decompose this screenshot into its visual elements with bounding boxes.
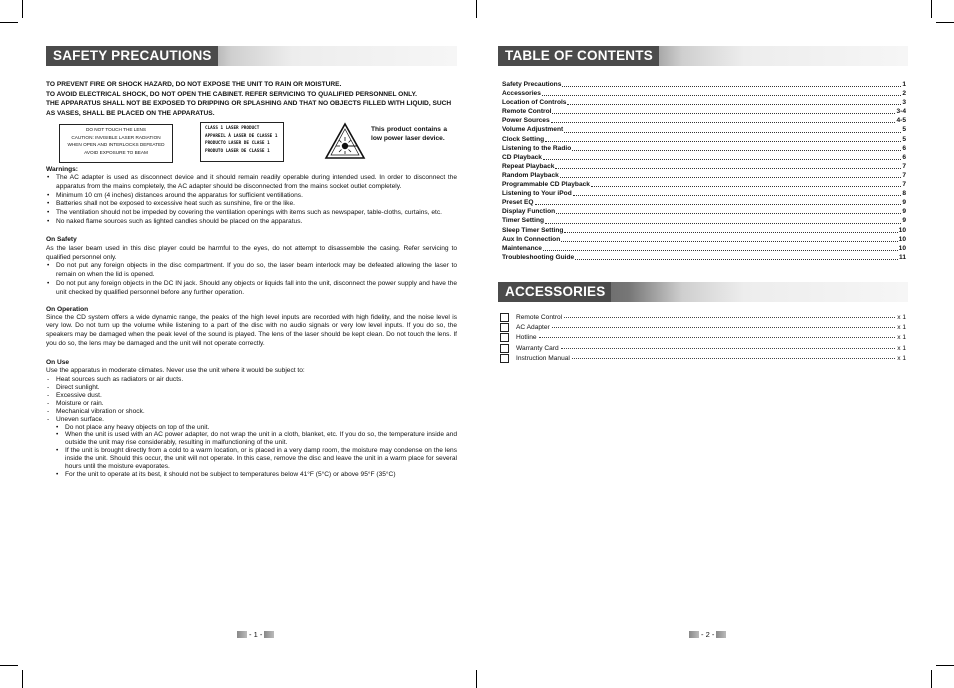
page-number-marker xyxy=(689,631,699,638)
leader-dots xyxy=(556,213,901,214)
leader-dots xyxy=(572,150,901,151)
accessory-label: Hotline xyxy=(516,334,537,342)
toc-entry[interactable] xyxy=(502,107,906,116)
accessory-label: AC Adapter xyxy=(516,323,550,331)
toc-entry-label: Maintenance xyxy=(502,244,542,252)
toc-entry[interactable] xyxy=(502,253,906,262)
list-item: - Uneven surface. xyxy=(46,416,457,424)
list-item: • No naked flame sources such as lighted candles should be placed on the apparatus. xyxy=(46,218,457,227)
toc-entry-label: Sleep Timer Setting xyxy=(502,226,564,234)
page-number-left xyxy=(237,630,274,639)
accessories-heading: ACCESSORIES xyxy=(498,282,611,302)
list-item: - Direct sunlight. xyxy=(46,384,457,392)
toc-entry-label: Aux In Connection xyxy=(502,235,561,243)
toc-entry-label: Listening to the Radio xyxy=(502,144,572,152)
toc-entry[interactable] xyxy=(502,207,906,216)
accessory-item xyxy=(500,312,906,322)
laser-note: This product contains a low power laser device. xyxy=(371,126,447,142)
toc-entry-label: Remote Control xyxy=(502,108,552,116)
list-item: • The AC adapter is used as disconnect device and it should remain readily operable during intended used. In order to disconnect the apparatus from the mains completely, the AC adapter should be disconnected from the mains socket outlet completely. xyxy=(46,174,457,192)
accessory-qty: x 1 xyxy=(897,334,906,342)
toc-entry-page: 3-4 xyxy=(896,108,906,116)
crop-mark xyxy=(931,670,932,688)
toc-entry[interactable] xyxy=(502,244,906,253)
toc-entry-label: Troubleshooting Guide xyxy=(502,253,575,261)
on-operation-text: Since the CD system offers a wide dynamic range, the peaks of the high level inputs are recorded with high fidelity, and the noise level is very low. Do not turn up the volume while listening to a part of the disc with no audio signals or very low level inputs. If you do so, the speakers may be damaged when the peak level of the sound is played. The lens of the laser should be kept clean. Do not touch the lens. If you do so, the lens may be damaged and the unit will not operate correctly. xyxy=(46,313,457,347)
toc-entry[interactable] xyxy=(502,125,906,134)
accessory-qty: x 1 xyxy=(897,323,906,331)
caution-label-line: AVOID EXPOSURE TO BEAM xyxy=(84,149,148,155)
toc-entry-page: 5 xyxy=(902,126,906,134)
right-page xyxy=(498,46,908,364)
checkbox-icon[interactable] xyxy=(500,313,509,322)
crop-mark xyxy=(0,665,18,666)
leader-dots xyxy=(545,223,901,224)
toc-entry[interactable] xyxy=(502,216,906,225)
list-item: - Heat sources such as radiators or air ducts. xyxy=(46,376,457,384)
list-item: - Moisture or rain. xyxy=(46,400,457,408)
list-item: • Minimum 10 cm (4 inches) distances around the apparatus for sufficient ventillations. xyxy=(46,192,457,201)
accessory-qty: x 1 xyxy=(897,344,906,352)
toc-entry-page: 5 xyxy=(902,135,906,143)
toc-entry-page: 4-5 xyxy=(896,117,906,125)
toc-entry[interactable] xyxy=(502,98,906,107)
leader-dots xyxy=(560,177,902,178)
toc-entry[interactable] xyxy=(502,226,906,235)
toc-entry-label: Display Function xyxy=(502,208,556,216)
toc-entry[interactable] xyxy=(502,80,906,89)
toc-entry-page: 6 xyxy=(902,153,906,161)
warning-line: THE APPARATUS SHALL NOT BE EXPOSED TO DRIPPING OR SPLASHING AND THAT NO OBJECTS FILLED WITH LIQUID, SUCH AS VASES, SHALL BE PLACED ON THE APPARATUS. xyxy=(46,100,452,117)
toc-entry-page: 10 xyxy=(898,244,906,252)
warnings-heading: Warnings: xyxy=(46,166,78,173)
toc-entry-page: 7 xyxy=(902,162,906,170)
leader-dots xyxy=(545,141,901,142)
toc-entry-page: 9 xyxy=(902,199,906,207)
crop-mark xyxy=(22,0,23,18)
laser-warning-icon xyxy=(324,122,366,160)
crop-mark xyxy=(0,22,18,23)
label-area xyxy=(46,122,457,168)
accessories-list xyxy=(498,312,908,364)
leader-dots xyxy=(561,241,897,242)
accessory-label: Instruction Manual xyxy=(516,355,570,363)
warnings-list xyxy=(46,174,457,227)
caution-label-line: WHEN OPEN AND INTERLOCKS DEFEATED xyxy=(67,142,165,148)
crop-mark xyxy=(936,22,954,23)
toc-entry-label: Listening to Your iPod xyxy=(502,190,572,198)
list-item: • Do not put any foreign objects in the DC IN jack. Should any objects or liquids fall into the unit, disconnect the power supply and have the unit checked by qualified personnel before any further operation. xyxy=(46,280,457,298)
toc-entry-label: Volume Adjustment xyxy=(502,126,564,134)
page-number-marker xyxy=(264,631,274,638)
toc-entry[interactable] xyxy=(502,198,906,207)
list-item: • The ventilation should not be impeded by covering the ventilation openings with items such as newspaper, table-cloths, curtains, etc. xyxy=(46,209,457,218)
list-item: • If the unit is brought directly from a cold to a warm location, or is placed in a very damp room, the moisture may condense on the lens inside the unit. Should this occur, the unit will not operate. In this case, remove the disc and leave the unit in a warm place for several hours until the moisture evaporates. xyxy=(56,447,457,471)
leader-dots xyxy=(552,113,895,114)
class1-label-line: CLASS 1 LASER PRODUCT xyxy=(205,126,260,131)
toc-entry-page: 7 xyxy=(902,181,906,189)
toc-entry[interactable] xyxy=(502,116,906,125)
page-number-marker xyxy=(237,631,247,638)
section-banner xyxy=(498,46,908,66)
crop-mark xyxy=(476,0,477,18)
list-item: • For the unit to operate at its best, it should not be subject to temperatures below 41°F (5°C) or above 95°F (35°C) xyxy=(56,471,457,479)
leader-dots xyxy=(543,250,898,251)
page-number-text: - 2 - xyxy=(701,630,715,639)
leader-dots xyxy=(562,86,901,87)
on-use-heading: On Use xyxy=(46,358,70,366)
section-banner xyxy=(498,282,908,302)
toc-entry-page: 10 xyxy=(898,235,906,243)
list-item: • When the unit is used with an AC power adapter, do not wrap the unit in a cloth, blanket, etc. If you do so, the temperature inside and outside the unit may rise considerably, resulting in malfunctioning of the unit. xyxy=(56,431,457,447)
toc-entry[interactable] xyxy=(502,180,906,189)
toc-heading: TABLE OF CONTENTS xyxy=(498,46,659,66)
on-use-text: Use the apparatus in moderate climates. Never use the unit where it would be subject to: xyxy=(46,366,305,374)
toc-entry[interactable] xyxy=(502,235,906,244)
toc-entry-label: Accessories xyxy=(502,90,541,98)
list-item: • Do not put any foreign objects in the disc compartment. If you do so, the laser beam interlock may be defeated allowing the laser to remain on when the lid is opened. xyxy=(46,262,457,280)
leader-dots xyxy=(555,168,901,169)
toc-entry[interactable] xyxy=(502,171,906,180)
left-page xyxy=(46,46,457,479)
page-number-marker xyxy=(716,631,726,638)
warning-line: TO PREVENT FIRE OR SHOCK HAZARD, DO NOT EXPOSE THE UNIT TO RAIN OR MOISTURE. xyxy=(46,81,342,88)
toc-entry-page: 7 xyxy=(902,171,906,179)
class1-label-line: APPAREIL À LASER DE CLASSE 1 xyxy=(205,133,278,139)
toc-entry[interactable] xyxy=(502,162,906,171)
class1-label xyxy=(200,122,284,162)
on-use-dash-list xyxy=(46,376,457,424)
toc-entry-page: 2 xyxy=(902,90,906,98)
toc-entry-label: Safety Precautions xyxy=(502,81,562,88)
table-of-contents xyxy=(498,80,908,262)
toc-entry[interactable] xyxy=(502,89,906,98)
toc-entry-page: 1 xyxy=(902,81,906,88)
accessory-qty: x 1 xyxy=(897,355,906,363)
leader-dots xyxy=(543,159,901,160)
class1-label-line: PRODUCTO LASER DE CLASE 1 xyxy=(205,141,270,147)
accessory-item xyxy=(500,343,906,353)
toc-entry[interactable] xyxy=(502,189,906,198)
checkbox-icon[interactable] xyxy=(500,354,509,363)
leader-dots xyxy=(552,327,895,328)
checkbox-icon[interactable] xyxy=(500,344,509,353)
toc-entry-label: Location of Controls xyxy=(502,99,567,107)
leader-dots xyxy=(564,232,897,233)
leader-dots xyxy=(572,358,895,359)
crop-mark xyxy=(476,670,477,688)
toc-entry-page: 9 xyxy=(902,208,906,216)
leader-dots xyxy=(551,122,896,123)
list-item: - Excessive dust. xyxy=(46,392,457,400)
leader-dots xyxy=(564,317,895,318)
toc-entry-page: 10 xyxy=(898,226,906,234)
leader-dots xyxy=(564,132,901,133)
toc-entry-label: Repeat Playback xyxy=(502,162,555,170)
toc-entry[interactable] xyxy=(502,144,906,153)
toc-entry-label: Power Sources xyxy=(502,117,550,125)
page-number-right xyxy=(689,630,726,639)
crop-mark xyxy=(931,0,932,18)
toc-entry-label: Preset EQ xyxy=(502,199,534,207)
checkbox-icon[interactable] xyxy=(500,323,509,332)
crop-mark xyxy=(22,670,23,688)
leader-dots xyxy=(542,95,901,96)
accessory-item xyxy=(500,322,906,332)
warning-line: TO AVOID ELECTRICAL SHOCK, DO NOT OPEN THE CABINET. REFER SERVICING TO QUALIFIED PERSONNEL ONLY. xyxy=(46,90,417,98)
toc-entry-page: 8 xyxy=(902,190,906,198)
toc-entry-label: Timer Setting xyxy=(502,217,545,225)
accessory-label: Warranty Card xyxy=(516,344,559,352)
safety-heading: SAFETY PRECAUTIONS xyxy=(46,46,218,66)
class1-label-line: PRODUTO LASER DE CLASSE 1 xyxy=(205,148,270,154)
list-item: - Mechanical vibration or shock. xyxy=(46,408,457,416)
list-item: • Do not place any heavy objects on top of the unit. xyxy=(56,424,457,432)
on-operation-heading: On Operation xyxy=(46,305,89,313)
leader-dots xyxy=(591,186,901,187)
caution-label-line: DO NOT TOUCH THE LENS xyxy=(85,127,147,132)
leader-dots xyxy=(573,195,902,196)
toc-entry-label: Programmable CD Playback xyxy=(502,181,590,189)
leader-dots xyxy=(535,204,902,205)
crop-mark xyxy=(936,665,954,666)
on-safety-text: As the laser beam used in this disc player could be harmful to the eyes, do not attempt to disassemble the casing. Refer servicing to qualified personnel only. xyxy=(46,244,457,261)
accessory-item xyxy=(500,333,906,343)
section-banner xyxy=(46,46,457,66)
toc-entry-page: 11 xyxy=(899,253,906,261)
toc-entry-label: Clock Setting xyxy=(502,135,545,143)
toc-entry-label: CD Playback xyxy=(502,153,542,161)
accessory-qty: x 1 xyxy=(897,313,906,321)
toc-entry-label: Random Playback xyxy=(502,171,559,179)
toc-entry-page: 3 xyxy=(902,99,906,107)
caution-label-line: CAUTION: INVISIBLE LASER RADIATION xyxy=(71,134,161,140)
leader-dots xyxy=(539,337,896,338)
toc-entry[interactable] xyxy=(502,135,906,144)
on-safety-list xyxy=(46,262,457,297)
leader-dots xyxy=(561,348,896,349)
toc-entry-page: 9 xyxy=(902,217,906,225)
checkbox-icon[interactable] xyxy=(500,333,509,342)
on-safety-heading: On Safety xyxy=(46,235,77,243)
leader-dots xyxy=(575,259,898,260)
toc-entry-page: 6 xyxy=(902,144,906,152)
accessory-item xyxy=(500,353,906,363)
list-item: • Batteries shall not be exposed to excessive heat such as sunshine, fire or the like. xyxy=(46,200,457,209)
top-warnings xyxy=(46,80,457,118)
toc-entry[interactable] xyxy=(502,153,906,162)
caution-label xyxy=(59,124,173,163)
on-use-bullet-list xyxy=(46,424,457,479)
accessory-label: Remote Control xyxy=(516,313,563,321)
page-number-text: - 1 - xyxy=(249,630,263,639)
leader-dots xyxy=(567,104,901,105)
